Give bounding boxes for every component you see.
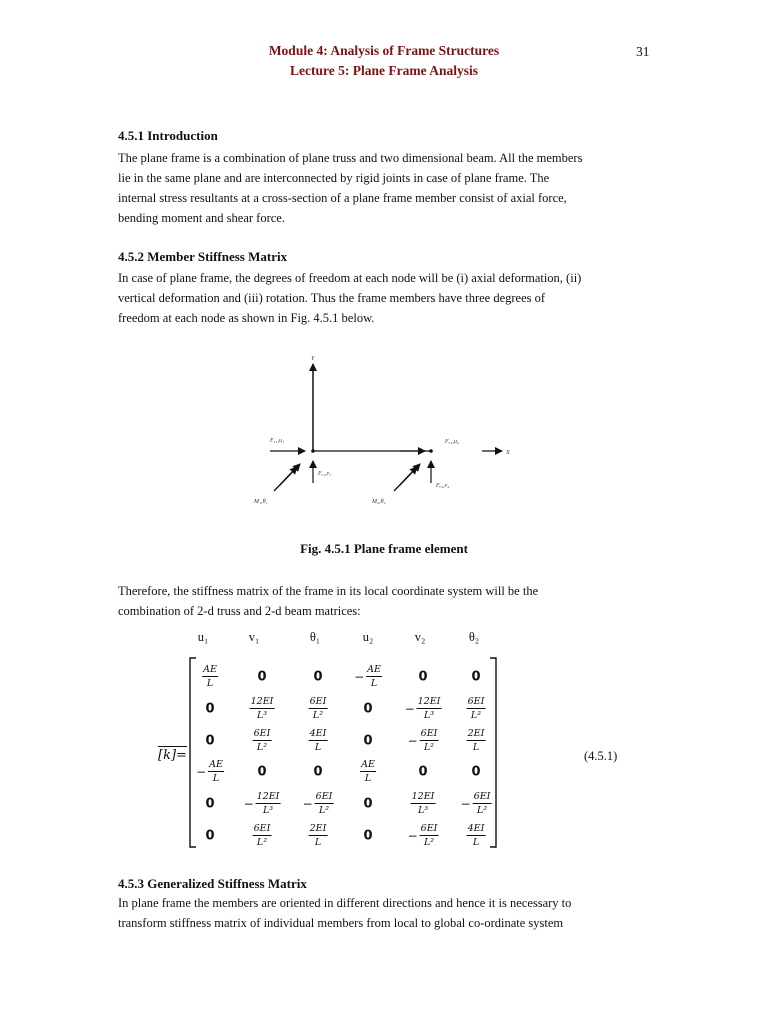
fraction bbox=[250, 696, 275, 722]
fraction-numerator: 4EI bbox=[467, 823, 485, 834]
matrix-cell bbox=[205, 702, 214, 717]
matrix-entry-value: 0 bbox=[313, 669, 323, 685]
matrix-cell bbox=[408, 728, 439, 754]
moment-m1-label: M₁,θ₁ bbox=[254, 499, 268, 505]
fraction-numerator: 12EI bbox=[250, 696, 274, 707]
matrix-entry-value: 0 bbox=[205, 733, 215, 749]
matrix-entry-value: 0 bbox=[363, 828, 373, 844]
paragraph-line: The plane frame is a combination of plane truss and two dimensional beam. All the members bbox=[118, 151, 583, 165]
column-header-theta2: θ₂ bbox=[468, 630, 480, 644]
fraction bbox=[202, 664, 218, 690]
matrix-cell bbox=[363, 702, 372, 717]
matrix-cell bbox=[250, 696, 275, 722]
minus-sign: − bbox=[407, 734, 418, 748]
matrix-cell bbox=[360, 759, 376, 785]
matrix-cell bbox=[303, 791, 334, 817]
fraction bbox=[411, 791, 436, 817]
matrix-cell bbox=[467, 728, 486, 754]
fraction-denominator: L bbox=[212, 773, 220, 784]
matrix-cell bbox=[205, 797, 214, 812]
fraction-denominator: L² bbox=[318, 805, 330, 816]
stiffness-matrix-label: [k]= bbox=[158, 748, 187, 763]
fraction-numerator: AE bbox=[203, 664, 217, 675]
paragraph-line: freedom at each node as shown in Fig. 4.5.1 below. bbox=[118, 311, 375, 325]
matrix-cell bbox=[313, 765, 322, 780]
fraction bbox=[208, 759, 224, 785]
fraction-numerator: 12EI bbox=[417, 696, 441, 707]
matrix-entry-value: 0 bbox=[363, 733, 373, 749]
minus-sign: − bbox=[407, 829, 418, 843]
fraction-numerator: 6EI bbox=[253, 823, 271, 834]
minus-sign: − bbox=[404, 702, 415, 716]
fraction-denominator: L² bbox=[256, 742, 268, 753]
fraction-denominator: L² bbox=[423, 742, 435, 753]
fraction-numerator: AE bbox=[209, 759, 223, 770]
fraction-numerator: 2EI bbox=[309, 823, 327, 834]
matrix-cell bbox=[461, 791, 492, 817]
fraction-numerator: 12EI bbox=[256, 791, 280, 802]
paragraph-line: Therefore, the stiffness matrix of the frame in its local coordinate system will be the bbox=[118, 584, 539, 598]
matrix-cell bbox=[202, 664, 218, 690]
paragraph-line: vertical deformation and (iii) rotation. Thus the frame members have three degrees of bbox=[118, 291, 546, 305]
matrix-entry-value: 0 bbox=[471, 764, 481, 780]
matrix-entry-value: 0 bbox=[363, 701, 373, 717]
fraction-denominator: L bbox=[206, 678, 214, 689]
fraction-numerator: 6EI bbox=[420, 728, 438, 739]
minus-sign: − bbox=[243, 797, 254, 811]
left-bracket bbox=[190, 658, 196, 847]
matrix-cell bbox=[354, 664, 382, 690]
fraction bbox=[417, 696, 442, 722]
lecture-title: Lecture 5: Plane Frame Analysis bbox=[290, 63, 478, 78]
fraction-denominator: L² bbox=[256, 837, 268, 848]
matrix-cell bbox=[405, 696, 442, 722]
y-axis-label: Y bbox=[311, 356, 315, 362]
paragraph-line: transform stiffness matrix of individual members from local to global co-ordinate system bbox=[118, 916, 564, 930]
fraction-numerator: 2EI bbox=[467, 728, 485, 739]
fraction bbox=[467, 728, 486, 754]
fraction bbox=[253, 823, 272, 849]
matrix-entry-value: 0 bbox=[205, 828, 215, 844]
paragraph-line: bending moment and shear force. bbox=[118, 211, 285, 225]
fraction-denominator: L³ bbox=[262, 805, 274, 816]
section-4-5-2-heading: 4.5.2 Member Stiffness Matrix bbox=[118, 249, 288, 264]
paragraph-line: lie in the same plane and are interconnected by rigid joints in case of plane frame. The bbox=[118, 171, 550, 185]
matrix-cell bbox=[205, 734, 214, 749]
matrix-cell bbox=[363, 829, 372, 844]
matrix-cell bbox=[244, 791, 281, 817]
paragraph-line: In case of plane frame, the degrees of freedom at each node will be (i) axial deformation, (ii) bbox=[118, 271, 582, 285]
minus-sign: − bbox=[196, 765, 207, 779]
matrix-cell bbox=[253, 823, 272, 849]
matrix-entry-value: 0 bbox=[418, 669, 428, 685]
fraction-denominator: L³ bbox=[417, 805, 429, 816]
matrix-cell bbox=[309, 823, 328, 849]
force-fy2-label: Fᵧ₂,v₂ bbox=[436, 483, 450, 489]
fraction bbox=[253, 728, 272, 754]
fraction-denominator: L bbox=[364, 773, 372, 784]
equation-number: (4.5.1) bbox=[584, 749, 618, 763]
fraction-denominator: L² bbox=[470, 710, 482, 721]
fraction bbox=[309, 728, 328, 754]
fraction-denominator: L bbox=[314, 837, 322, 848]
matrix-entry-value: 0 bbox=[313, 764, 323, 780]
matrix-cell bbox=[363, 734, 372, 749]
fraction bbox=[420, 823, 439, 849]
fraction bbox=[420, 728, 439, 754]
page-number: 31 bbox=[636, 44, 650, 59]
section-4-5-1-heading: 4.5.1 Introduction bbox=[118, 128, 218, 143]
matrix-cell bbox=[257, 765, 266, 780]
fraction-numerator: 12EI bbox=[411, 791, 435, 802]
force-fx1-label: Fₓ₁,u₁ bbox=[270, 438, 285, 444]
matrix-cell bbox=[411, 791, 436, 817]
minus-sign: − bbox=[354, 670, 365, 684]
section-4-5-3-heading: 4.5.3 Generalized Stiffness Matrix bbox=[118, 876, 307, 891]
fraction bbox=[360, 759, 376, 785]
matrix-entry-value: 0 bbox=[418, 764, 428, 780]
fraction-numerator: 6EI bbox=[315, 791, 333, 802]
fraction-denominator: L³ bbox=[423, 710, 435, 721]
fraction-numerator: AE bbox=[367, 664, 381, 675]
fraction bbox=[309, 696, 328, 722]
fraction bbox=[467, 696, 486, 722]
fraction-denominator: L³ bbox=[256, 710, 268, 721]
paragraph-line: internal stress resultants at a cross-section of a plane frame member consist of axial force, bbox=[118, 191, 567, 205]
fraction-denominator: L² bbox=[312, 710, 324, 721]
minus-sign: − bbox=[302, 797, 313, 811]
fraction-denominator: L bbox=[472, 837, 480, 848]
matrix-cell bbox=[418, 670, 427, 685]
fraction-denominator: L² bbox=[476, 805, 488, 816]
matrix-cell bbox=[363, 797, 372, 812]
matrix-entry-value: 0 bbox=[205, 701, 215, 717]
column-header-v2: v₂ bbox=[414, 630, 426, 644]
fraction-denominator: L bbox=[472, 742, 480, 753]
module-title: Module 4: Analysis of Frame Structures bbox=[268, 43, 500, 58]
matrix-cell bbox=[196, 759, 224, 785]
moment-m2-label: M₂,θ₂ bbox=[372, 499, 386, 505]
matrix-entry-value: 0 bbox=[257, 669, 267, 685]
matrix-cell bbox=[253, 728, 272, 754]
matrix-cell bbox=[467, 696, 486, 722]
fraction-denominator: L² bbox=[423, 837, 435, 848]
fraction bbox=[315, 791, 334, 817]
fraction bbox=[366, 664, 382, 690]
fraction-numerator: 6EI bbox=[467, 696, 485, 707]
column-header-theta1: θ₁ bbox=[309, 630, 321, 644]
fraction bbox=[256, 791, 281, 817]
right-bracket bbox=[490, 658, 496, 847]
matrix-entry-value: 0 bbox=[471, 669, 481, 685]
matrix-cell bbox=[418, 765, 427, 780]
matrix-cell bbox=[205, 829, 214, 844]
column-header-u2: u₂ bbox=[362, 630, 374, 644]
matrix-entry-value: 0 bbox=[205, 796, 215, 812]
fraction-numerator: 6EI bbox=[253, 728, 271, 739]
matrix-cell bbox=[309, 696, 328, 722]
matrix-cell bbox=[309, 728, 328, 754]
force-fy1-label: Fᵧ₁,v₁ bbox=[318, 471, 332, 477]
matrix-entry-value: 0 bbox=[363, 796, 373, 812]
matrix-cell bbox=[313, 670, 322, 685]
column-header-v1: v₁ bbox=[248, 630, 260, 644]
fraction-numerator: 6EI bbox=[420, 823, 438, 834]
matrix-cell bbox=[467, 823, 486, 849]
fraction bbox=[473, 791, 492, 817]
fraction bbox=[467, 823, 486, 849]
fraction bbox=[309, 823, 328, 849]
x-axis-label: X bbox=[506, 450, 510, 456]
matrix-cell bbox=[408, 823, 439, 849]
paragraph-line: combination of 2-d truss and 2-d beam matrices: bbox=[118, 604, 361, 618]
section-4-5-3-paragraph bbox=[118, 893, 651, 933]
matrix-cell bbox=[471, 765, 480, 780]
force-fx2-label: Fₓ₂,u₂ bbox=[445, 439, 460, 445]
fraction-numerator: 6EI bbox=[473, 791, 491, 802]
matrix-entry-value: 0 bbox=[257, 764, 267, 780]
minus-sign: − bbox=[460, 797, 471, 811]
figure-caption: Fig. 4.5.1 Plane frame element bbox=[300, 541, 468, 556]
fraction-numerator: 6EI bbox=[309, 696, 327, 707]
fraction-denominator: L bbox=[314, 742, 322, 753]
matrix-cell bbox=[471, 670, 480, 685]
fraction-numerator: AE bbox=[361, 759, 375, 770]
column-header-u1: u₁ bbox=[197, 630, 209, 644]
paragraph-line: In plane frame the members are oriented in different directions and hence it is necessary to bbox=[118, 896, 572, 910]
fraction-denominator: L bbox=[370, 678, 378, 689]
fraction-numerator: 4EI bbox=[309, 728, 327, 739]
matrix-cell bbox=[257, 670, 266, 685]
